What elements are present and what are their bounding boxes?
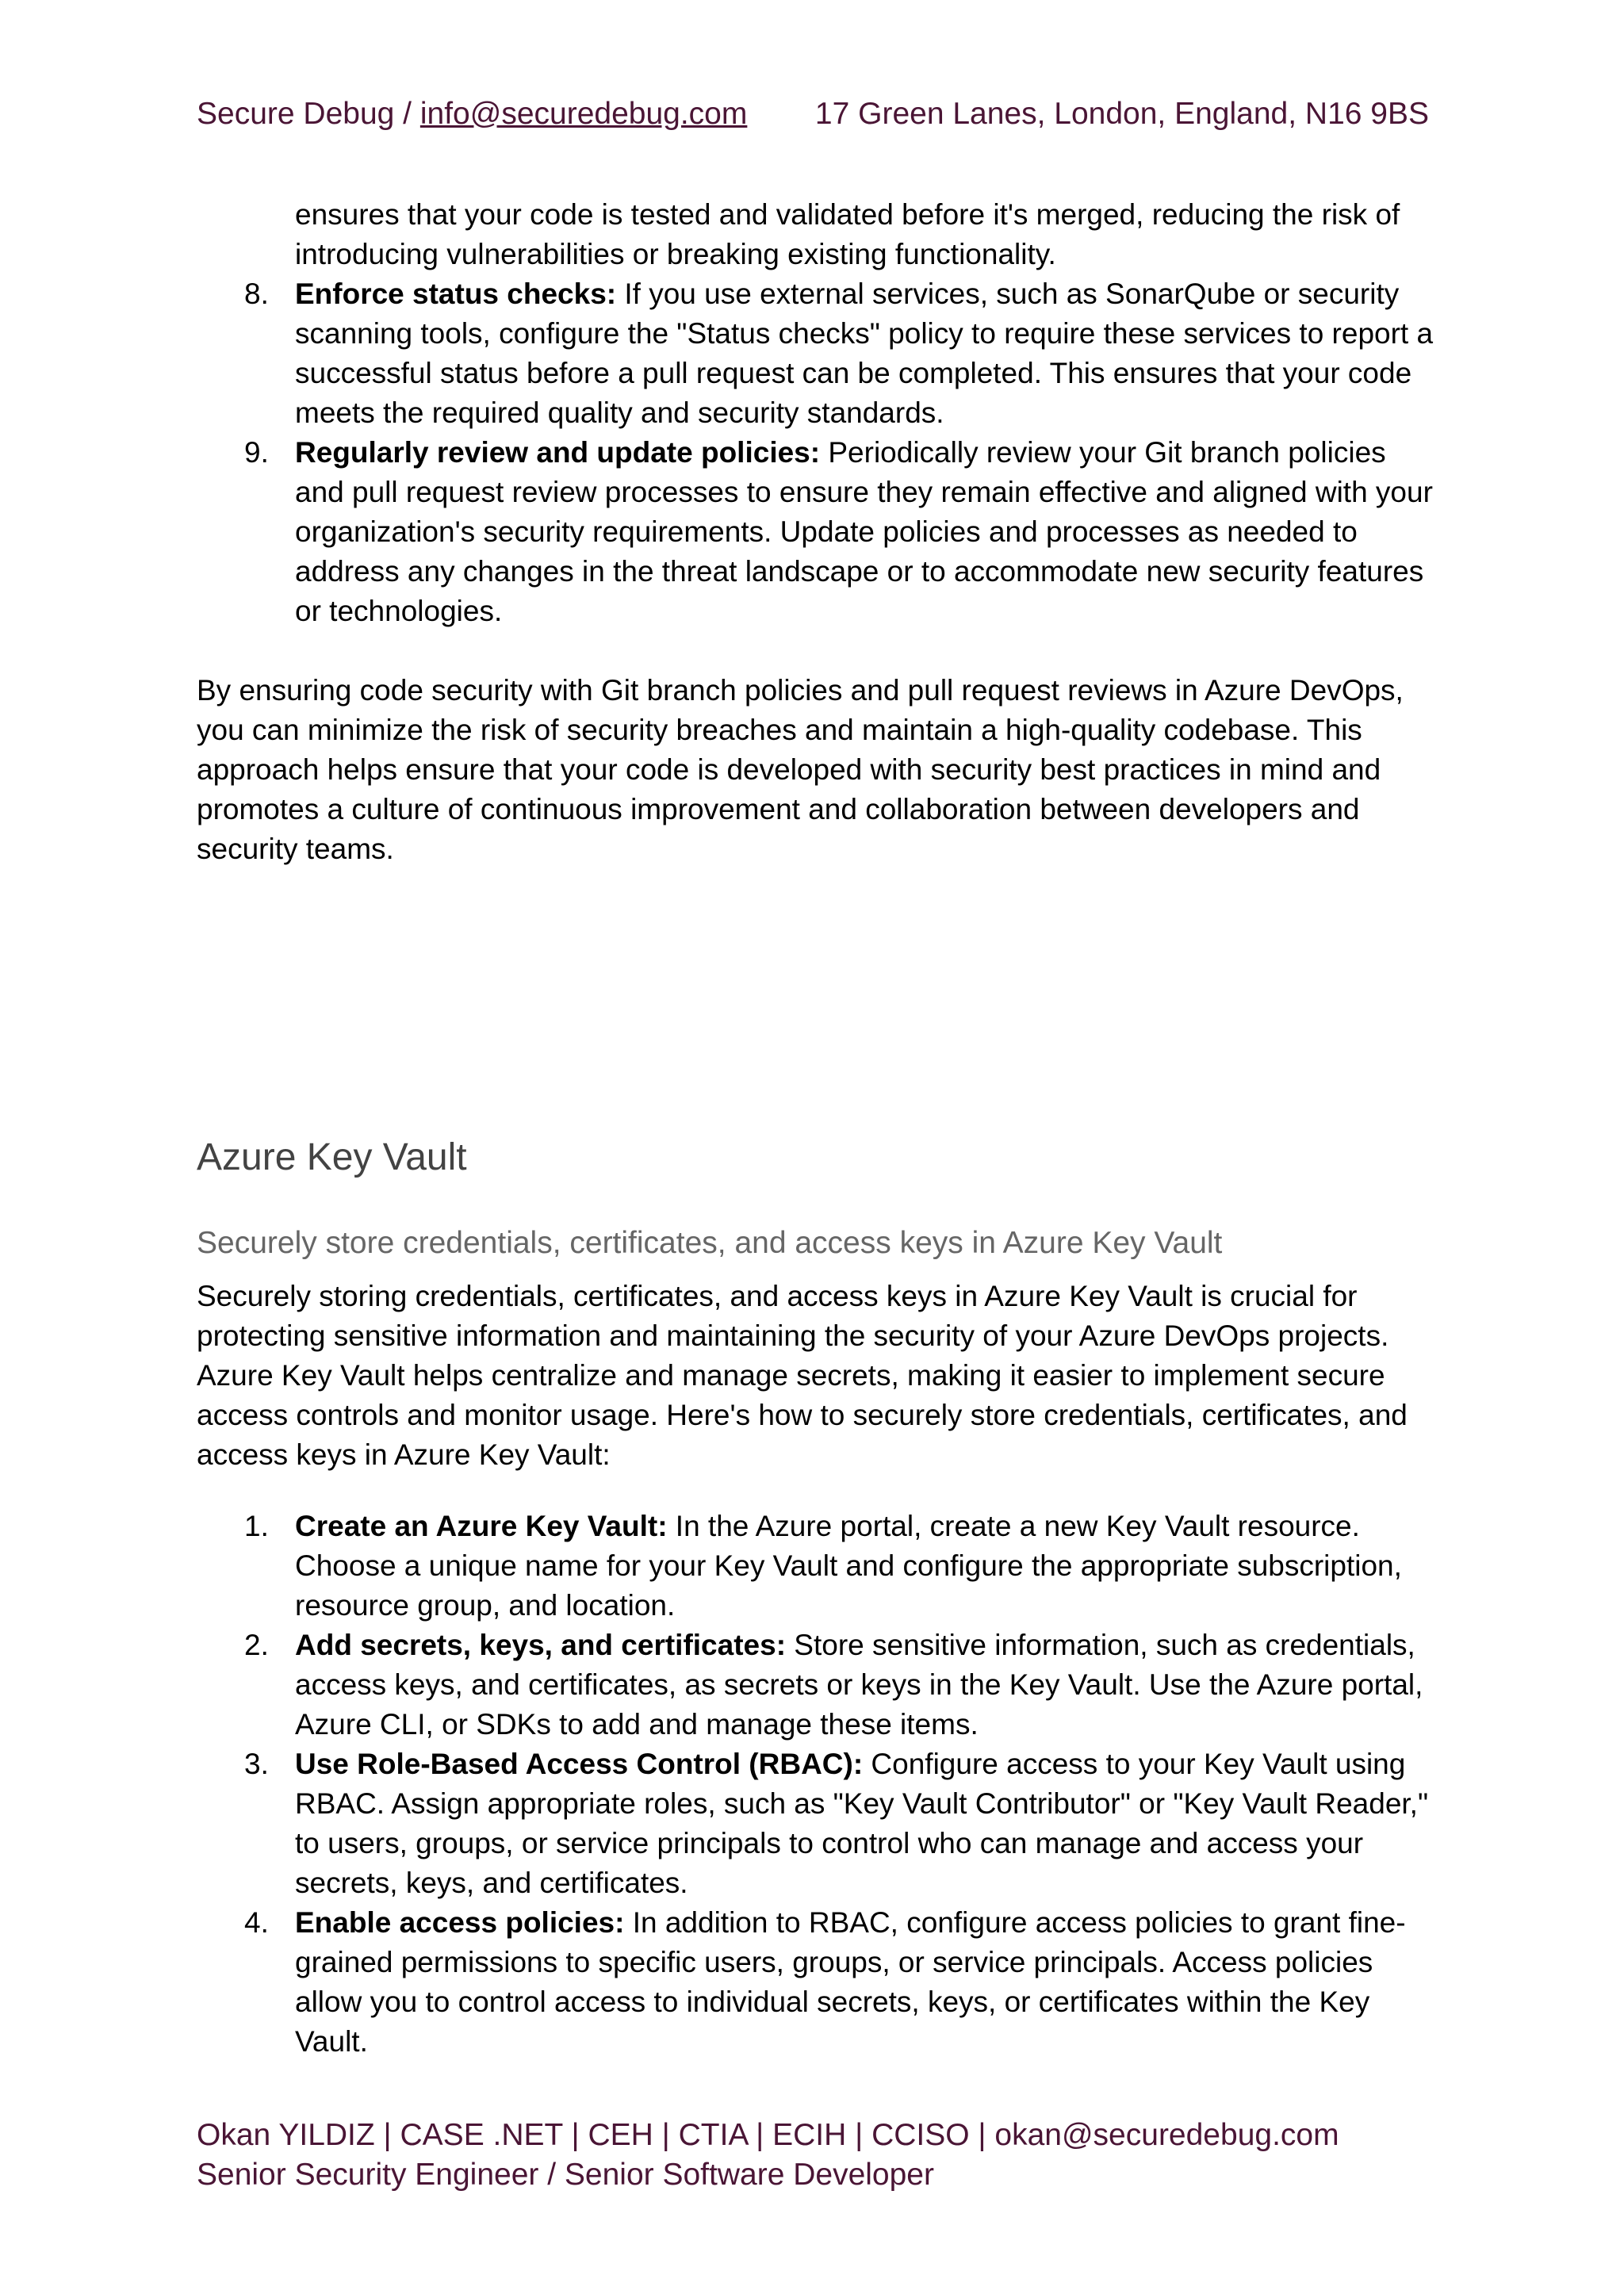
list-item-number: 3. (244, 1748, 269, 1780)
list-item-title: Enable access policies: (295, 1906, 625, 1939)
list-item-title: Add secrets, keys, and certificates: (295, 1629, 787, 1661)
list-item-number: 1. (244, 1510, 269, 1542)
footer-author-line: Okan YILDIZ | CASE .NET | CEH | CTIA | ECIH | CCISO | okan@securedebug.com (197, 2118, 1339, 2152)
list-item-text: Store sensitive information, such as credentials, access keys, and certificates, as secrets or keys in the Key Vault. Use the Azure portal, Azure CLI, or SDKs to add and manage these items. (295, 1629, 1423, 1741)
list-item-text: In the Azure portal, create a new Key Vault resource. Choose a unique name for your Key Vault and configure the appropriate subscription, resource group, and location. (295, 1510, 1402, 1622)
policy-list-continued (197, 274, 1437, 631)
list-item (197, 274, 1437, 433)
header-email-link[interactable]: info@securedebug.com (419, 97, 748, 131)
section-title: Azure Key Vault (197, 1136, 467, 1178)
list-item (197, 1507, 1437, 1626)
list-item-text: Configure access to your Key Vault using RBAC. Assign appropriate roles, such as "Key Vault Contributor" or "Key Vault Reader," to users, groups, or service principals to control who can manage and access your secrets, keys, and certificates. (295, 1748, 1429, 1899)
subsection-title: Securely store credentials, certificates, and access keys in Azure Key Vault (197, 1226, 1223, 1260)
list-item-text: In addition to RBAC, configure access policies to grant fine-grained permissions to specific users, groups, or service principals. Access policies allow you to control access to individual secrets, keys, or certificates within the Key Vault. (295, 1906, 1406, 2058)
list-item-title: Create an Azure Key Vault: (295, 1510, 668, 1542)
list-item-number: 8. (244, 278, 269, 310)
summary-paragraph: By ensuring code security with Git branch policies and pull request reviews in Azure DevOps, you can minimize the risk of security breaches and maintain a high-quality codebase. This approach helps ensure that your code is developed with security best practices in mind and promotes a culture of continuous improvement and collaboration between developers and security teams. (197, 674, 1404, 865)
footer-role-line: Senior Security Engineer / Senior Software Developer (197, 2158, 934, 2192)
continued-list-text: ensures that your code is tested and validated before it's merged, reducing the risk of introducing vulnerabilities or breaking existing functionality. (295, 198, 1400, 270)
page-footer (197, 2116, 1339, 2195)
list-item (197, 1626, 1437, 1744)
list-item (197, 1903, 1437, 2062)
header-separator: / (394, 97, 420, 131)
header-company-contact (197, 97, 747, 132)
list-item (197, 433, 1437, 631)
key-vault-steps-list (197, 1507, 1437, 2062)
list-item-text: Periodically review your Git branch policies and pull request review processes to ensure they remain effective and aligned with your organization's security requirements. Update policies and processes as needed to address any changes in the threat landscape or to accommodate new security features or technologies. (295, 436, 1433, 627)
list-item-number: 2. (244, 1629, 269, 1661)
list-item-title: Enforce status checks: (295, 278, 617, 310)
header-address: 17 Green Lanes, London, England, N16 9BS (814, 97, 1429, 131)
list-item-number: 9. (244, 436, 269, 469)
header-company: Secure Debug (197, 97, 395, 131)
list-item (197, 1744, 1437, 1903)
list-item-title: Use Role-Based Access Control (RBAC): (295, 1748, 864, 1780)
list-item-title: Regularly review and update policies: (295, 436, 821, 469)
list-item-text: If you use external services, such as SonarQube or security scanning tools, configure the "Status checks" policy to require these services to report a successful status before a pull request can be completed. This ensures that your code meets the required quality and security standards. (295, 278, 1434, 429)
list-item-number: 4. (244, 1906, 269, 1939)
intro-paragraph: Securely storing credentials, certificates, and access keys in Azure Key Vault is crucial for protecting sensitive information and maintaining the security of your Azure DevOps projects. Azure Key Vault helps centralize and manage secrets, making it easier to implement secure access controls and monitor usage. Here's how to securely store credentials, certificates, and access keys in Azure Key Vault: (197, 1280, 1408, 1471)
page-header (197, 97, 1429, 136)
